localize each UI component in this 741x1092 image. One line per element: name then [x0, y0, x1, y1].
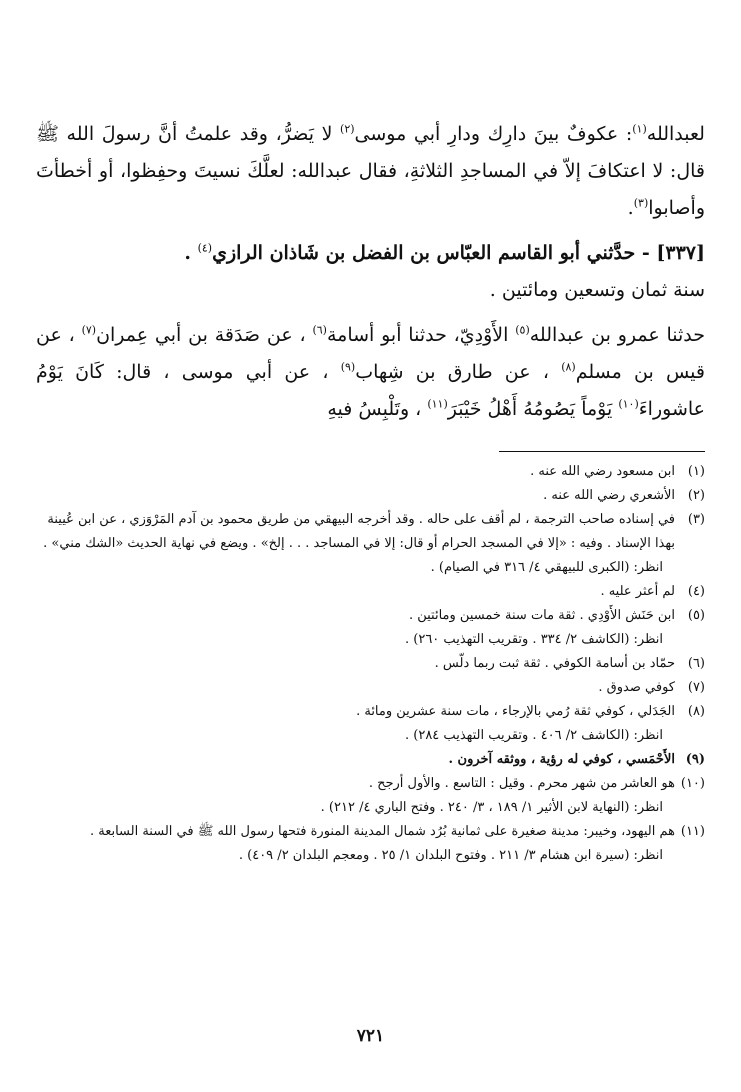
footnote-text: الأَحْمَسي ، كوفي له رؤية ، ووثقه آخرون .	[448, 752, 675, 767]
footnote-ref-3[interactable]: (٣)	[633, 196, 649, 210]
footnote-reference: انظر: (سيرة ابن هشام ٣/ ٢١١ . وفتوح البلدان ١/ ٢٥ . ومعجم البلدان ٢/ ٤٠٩) .	[238, 848, 663, 863]
footnote-number: (٥)	[687, 608, 705, 623]
footnote-11	[28, 820, 705, 868]
paragraph-1	[36, 116, 705, 227]
text-run: حدثنا عمرو بن عبدالله	[529, 324, 706, 346]
footnote-8	[28, 700, 705, 748]
text-run: .	[184, 242, 198, 264]
footnote-text: الجَدَلي ، كوفي ثقة رُمي بالإرجاء ، مات سنة عشرين ومائة .	[356, 704, 675, 719]
footnote-divider	[499, 451, 705, 452]
footnote-ref-10[interactable]: (١٠)	[618, 397, 639, 411]
footnote-9	[28, 748, 705, 772]
footnote-2	[28, 484, 705, 508]
footnote-ref-2[interactable]: (٢)	[340, 122, 355, 136]
death-year-line: سنة ثمان وتسعين ومائتين .	[489, 279, 705, 301]
text-run: لا يَضرُّ، وقد علمتُ أنَّ رسولَ الله ﷺ قال: لا اعتكافَ إلاّ في المساجدِ الثلاثةِ، فقال عبدالله: لعلَّكَ نسيتَ وحفِظوا، أو أخطأتَ وأصابوا	[36, 123, 705, 219]
text-run: ، عن أبي موسى ، قال: كَانَ يَوْمُ عاشوراءَ	[36, 361, 705, 420]
footnote-text: هم اليهود، وخيبر: مدينة صغيرة على ثمانية بُرُد شمال المدينة المنورة فتحها رسول الله ﷺ في السنة السابعة .	[89, 824, 675, 839]
footnote-number: (١)	[687, 464, 705, 479]
text-run: يَوْماً يَصُومُهُ أَهْلُ خَيْبَرَ	[447, 398, 619, 420]
footnote-ref-11[interactable]: (١١)	[427, 397, 448, 411]
footnote-ref-8[interactable]: (٨)	[561, 360, 576, 374]
footnote-reference: انظر: (الكاشف ٢/ ٣٣٤ . وتقريب التهذيب ٢٦٠) .	[405, 632, 663, 647]
text-run: ، وتَلْبِسُ فيهِ	[327, 398, 428, 420]
main-text	[36, 116, 705, 428]
footnote-text: حمّاد بن أسامة الكوفي . ثقة ثبت ربما دلّس .	[434, 656, 675, 671]
footnote-number: (٨)	[687, 704, 705, 719]
footnote-5	[28, 604, 705, 652]
text-run: .	[627, 197, 634, 219]
footnote-number: (٤)	[687, 584, 705, 599]
footnote-number: (٧)	[687, 680, 705, 695]
footnote-text: كوفي صدوق .	[598, 680, 675, 695]
footnote-reference: انظر: (النهاية لابن الأثير ١/ ١٨٩ ، ٣/ ٢٤٠ . وفتح الباري ٤/ ٢١٢) .	[320, 800, 663, 815]
footnote-text: في إسناده صاحب الترجمة ، لم أقف على حاله . وقد أخرجه البيهقي من طريق محمود بن آدم المَرْوَزي ، عن ابن عُيينة بهذا الإسناد . وفيه : «إلا في المسجد الحرام أو قال: إلا في المساجد . . . إلخ» . ويضع في نهاية الحديث «الشك مني» .	[43, 512, 675, 551]
footnote-number: (٣)	[687, 512, 705, 527]
paragraph-2	[36, 235, 705, 309]
paragraph-3	[36, 317, 705, 428]
footnote-number: (٢)	[687, 488, 705, 503]
text-run: ، عن صَدَقة بن أبي عِمران	[96, 324, 313, 346]
footnote-text: لم أعثر عليه .	[600, 584, 675, 599]
footnote-1	[28, 460, 705, 484]
footnote-number: (١٠)	[680, 776, 705, 791]
text-run: : عكوفٌ بينَ دارِك ودارِ أبي موسى	[354, 123, 633, 145]
footnote-number: (١١)	[680, 824, 705, 839]
footnote-3	[28, 508, 705, 580]
footnote-number: (٩)	[685, 752, 705, 767]
footnote-4	[28, 580, 705, 604]
footnote-7	[28, 676, 705, 700]
text-run: الأَوْدِيّ، حدثنا أبو أسامة	[326, 324, 516, 346]
footnote-ref-5[interactable]: (٥)	[515, 323, 530, 337]
footnote-text: هو العاشر من شهر محرم . وقيل : التاسع . والأول أرجح .	[368, 776, 675, 791]
footnote-10	[28, 772, 705, 820]
hadith-heading: [٣٣٧] - حدَّثني أبو القاسم العبّاس بن الفضل بن شَاذان الرازي	[212, 242, 705, 264]
text-run: ، عن طارق بن شِهاب	[355, 361, 562, 383]
text-run: لعبدالله	[646, 123, 705, 145]
footnote-ref-9[interactable]: (٩)	[340, 360, 356, 374]
footnote-reference: انظر: (الكاشف ٢/ ٤٠٦ . وتقريب التهذيب ٢٨٤) .	[405, 728, 663, 743]
footnote-ref-7[interactable]: (٧)	[81, 323, 97, 337]
text-run: ، عن قيس بن مسلم	[36, 324, 705, 383]
footnotes	[28, 460, 705, 868]
footnote-ref-6[interactable]: (٦)	[312, 323, 327, 337]
page-number: ٧٢١	[356, 1026, 385, 1046]
footnote-number: (٦)	[687, 656, 705, 671]
footnote-text: ابن مسعود رضي الله عنه .	[530, 464, 675, 479]
footnote-text: الأشعري رضي الله عنه .	[543, 488, 675, 503]
footnote-ref-4[interactable]: (٤)	[197, 241, 213, 255]
footnote-6	[28, 652, 705, 676]
footnote-reference: انظر: (الكبرى للبيهقي ٤/ ٣١٦ في الصيام) .	[430, 560, 663, 575]
footnote-ref-1[interactable]: (١)	[632, 122, 647, 136]
footnote-text: ابن حَنَش الأَوْدِي . ثقة مات سنة خمسين ومائتين .	[408, 608, 675, 623]
